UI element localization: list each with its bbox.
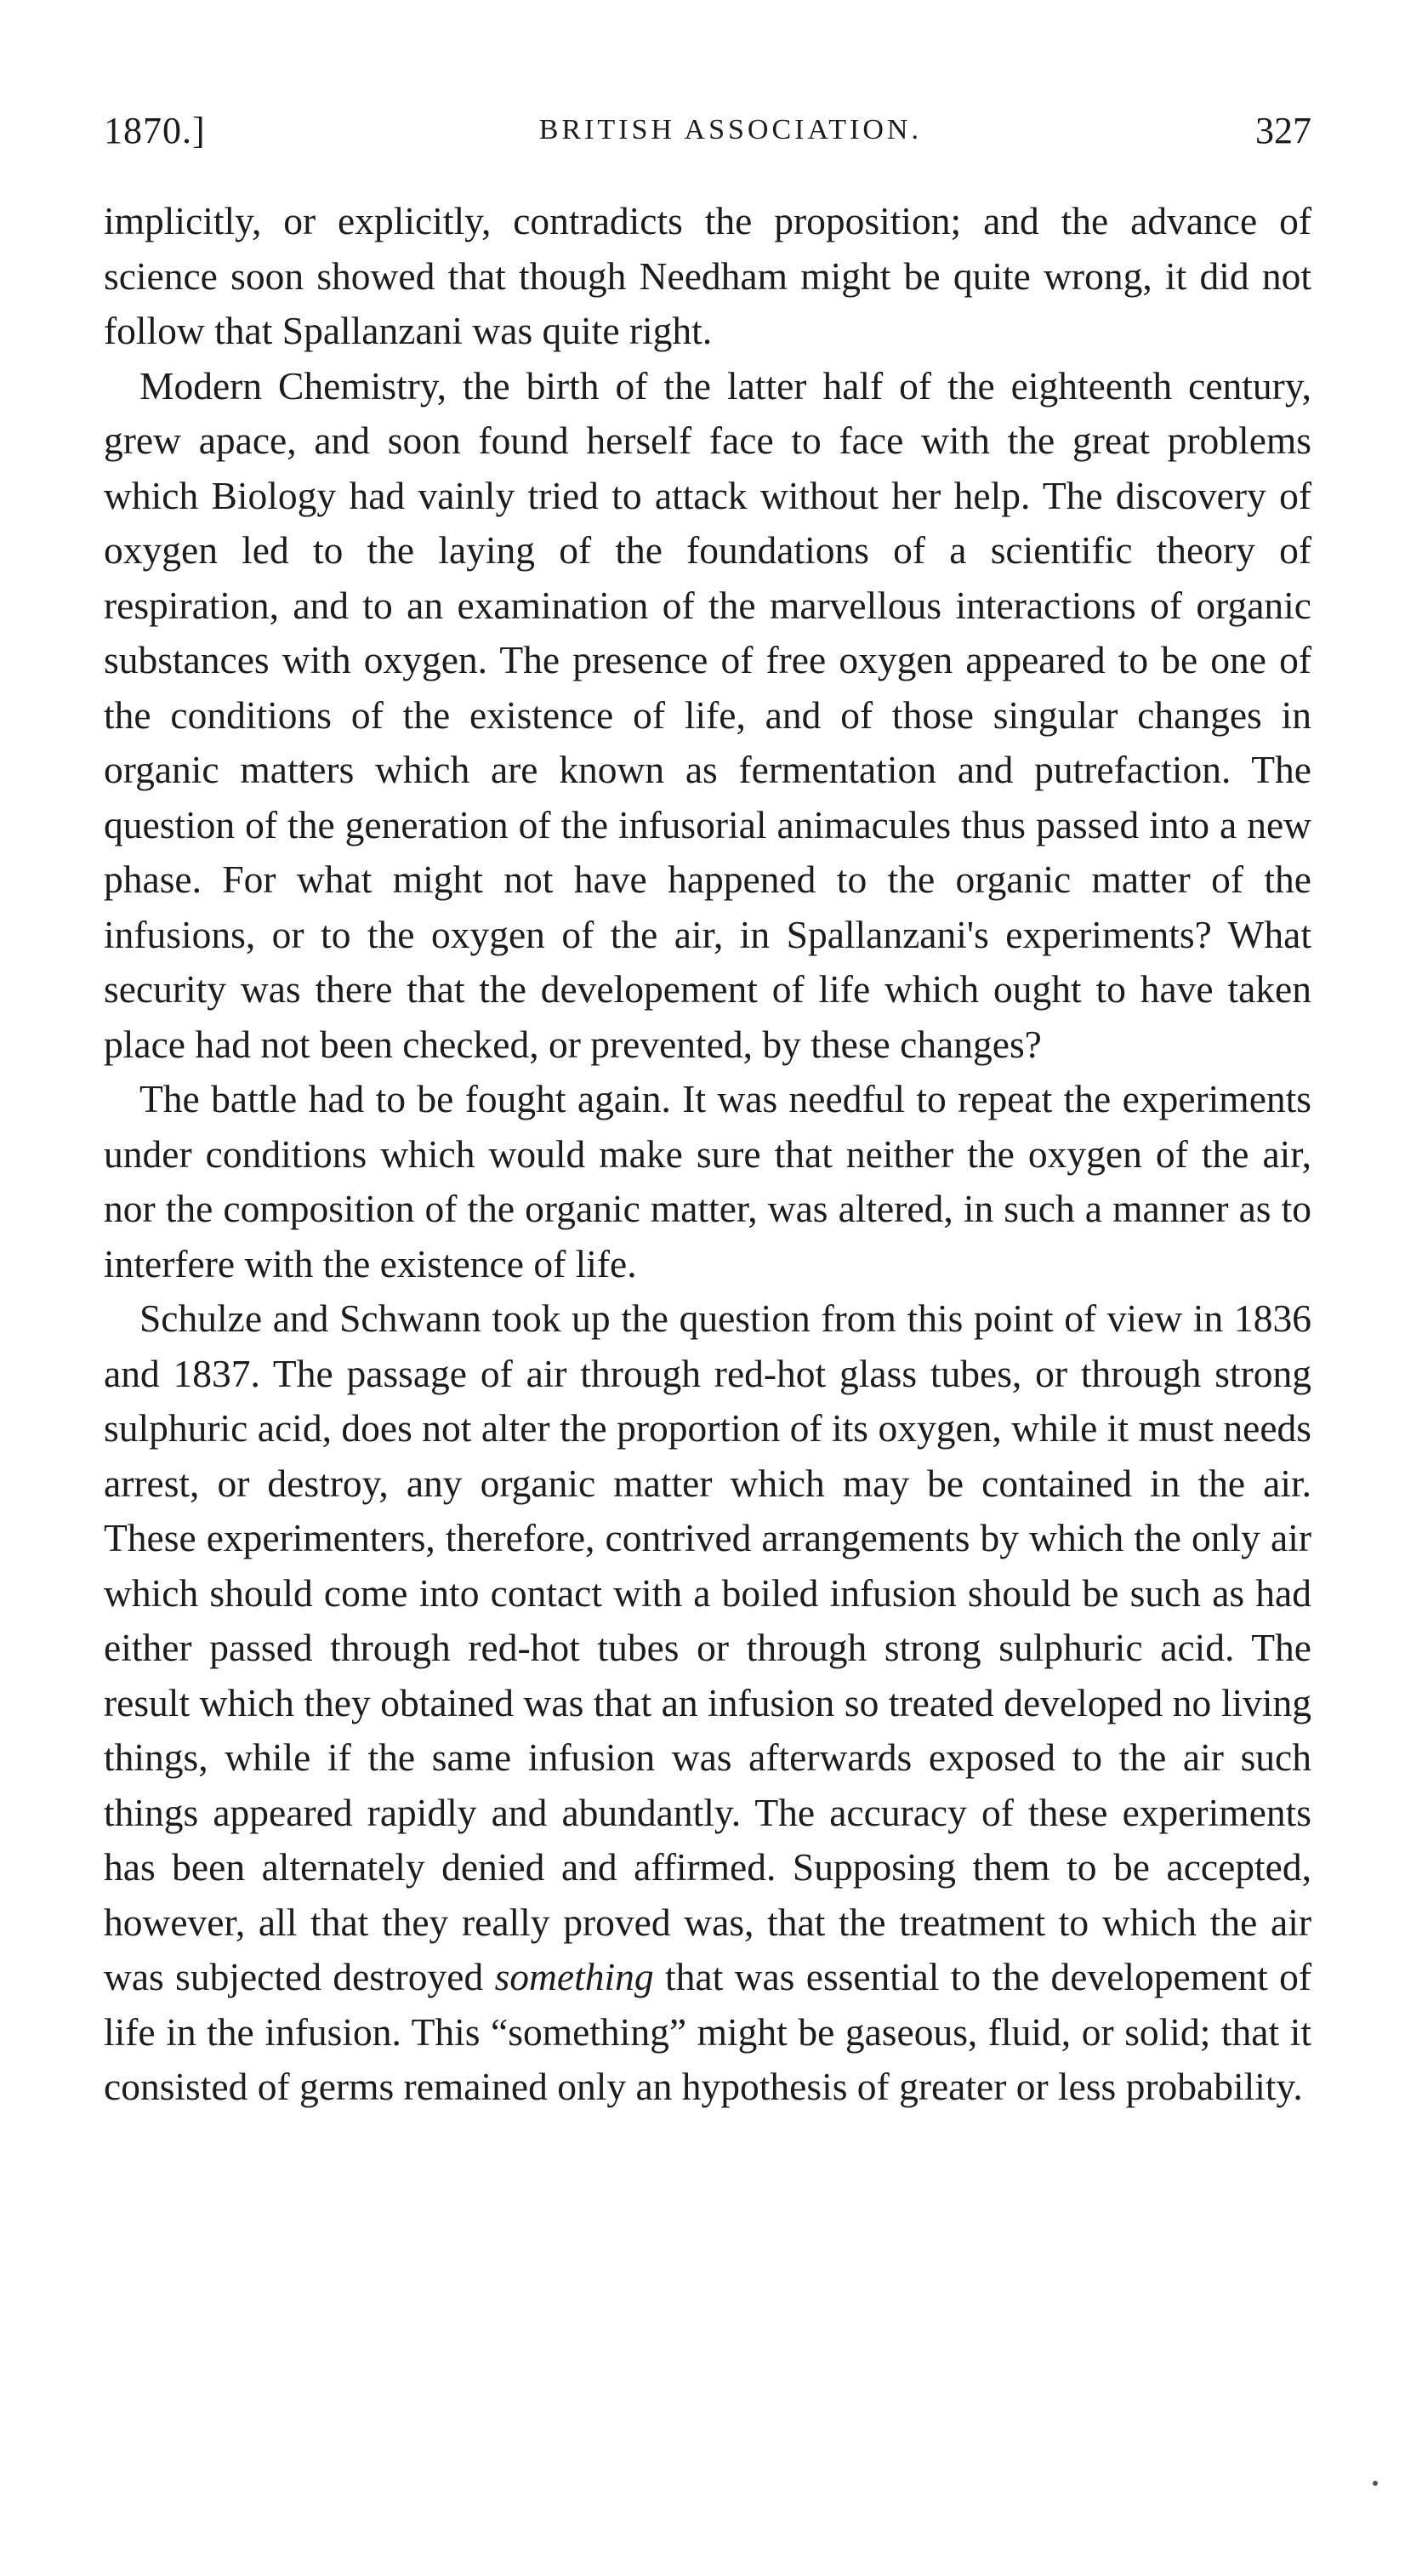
body-text	[104, 194, 1311, 2115]
margin-speck	[1373, 2481, 1378, 2486]
paragraph-4-part-2: that was essential to the developement of life in the infusion. This “something” might be gaseous, fluid, or solid; that it consisted of germs remained only an hypothesis of greater or less probability.	[104, 1955, 1311, 2108]
header-year: 1870.]	[104, 109, 206, 151]
page-number: 327	[1254, 109, 1311, 151]
running-header	[104, 100, 1311, 160]
paragraph-1: implicitly, or explicitly, contradicts the proposition; and the advance of science soon showed that though Needham might be quite wrong, it did not follow that Spallanzani was quite right.	[104, 199, 1311, 352]
paragraph-4	[104, 1291, 1311, 2115]
paragraph-4-part-1: Schulze and Schwann took up the question from this point of view in 1836 and 1837. The passage of air through red-hot glass tubes, or through strong sulphuric acid, does not alter the proportion of its oxygen, while it must needs arrest, or destroy, any organic matter which may be contained in the air. These experimenters, therefore, contrived arrangements by which the only air which should come into contact with a boiled infusion should be such as had either passed through red-hot tubes or through strong sulphuric acid. The result which they obtained was that an infusion so treated developed no living things, while if the same infusion was afterwards exposed to the air such things appeared rapidly and abundantly. The accuracy of these experiments has been alternately denied and affirmed. Supposing them to be accepted, however, all that they really proved was, that the treatment to which the air was subjected destroyed	[104, 1297, 1311, 1998]
paragraph-2: Modern Chemistry, the birth of the latter half of the eighteenth century, grew apace, and soon found herself face to face with the great problems which Biology had vainly tried to attack without her help. The discovery of oxygen led to the laying of the foundations of a scientific theory of respiration, and to an examination of the marvellous interactions of organic substances with oxygen. The presence of free oxygen appeared to be one of the conditions of the existence of life, and of those singular changes in organic matters which are known as fermentation and putrefaction. The question of the generation of the infusorial animacules thus passed into a new phase. For what might not have happened to the organic matter of the infusions, or to the oxygen of the air, in Spallanzani's experiments? What security was there that the developement of life which ought to have taken place had not been checked, or prevented, by these changes?	[104, 363, 1311, 1066]
paragraph-3: The battle had to be fought again. It was needful to repeat the experiments under conditions which would make sure that neither the oxygen of the air, nor the composition of the organic matter, was altered, in such a manner as to interfere with the existence of life.	[104, 1077, 1311, 1285]
header-journal-title: BRITISH ASSOCIATION.	[538, 114, 922, 145]
italic-emphasis: something	[494, 1955, 654, 1998]
